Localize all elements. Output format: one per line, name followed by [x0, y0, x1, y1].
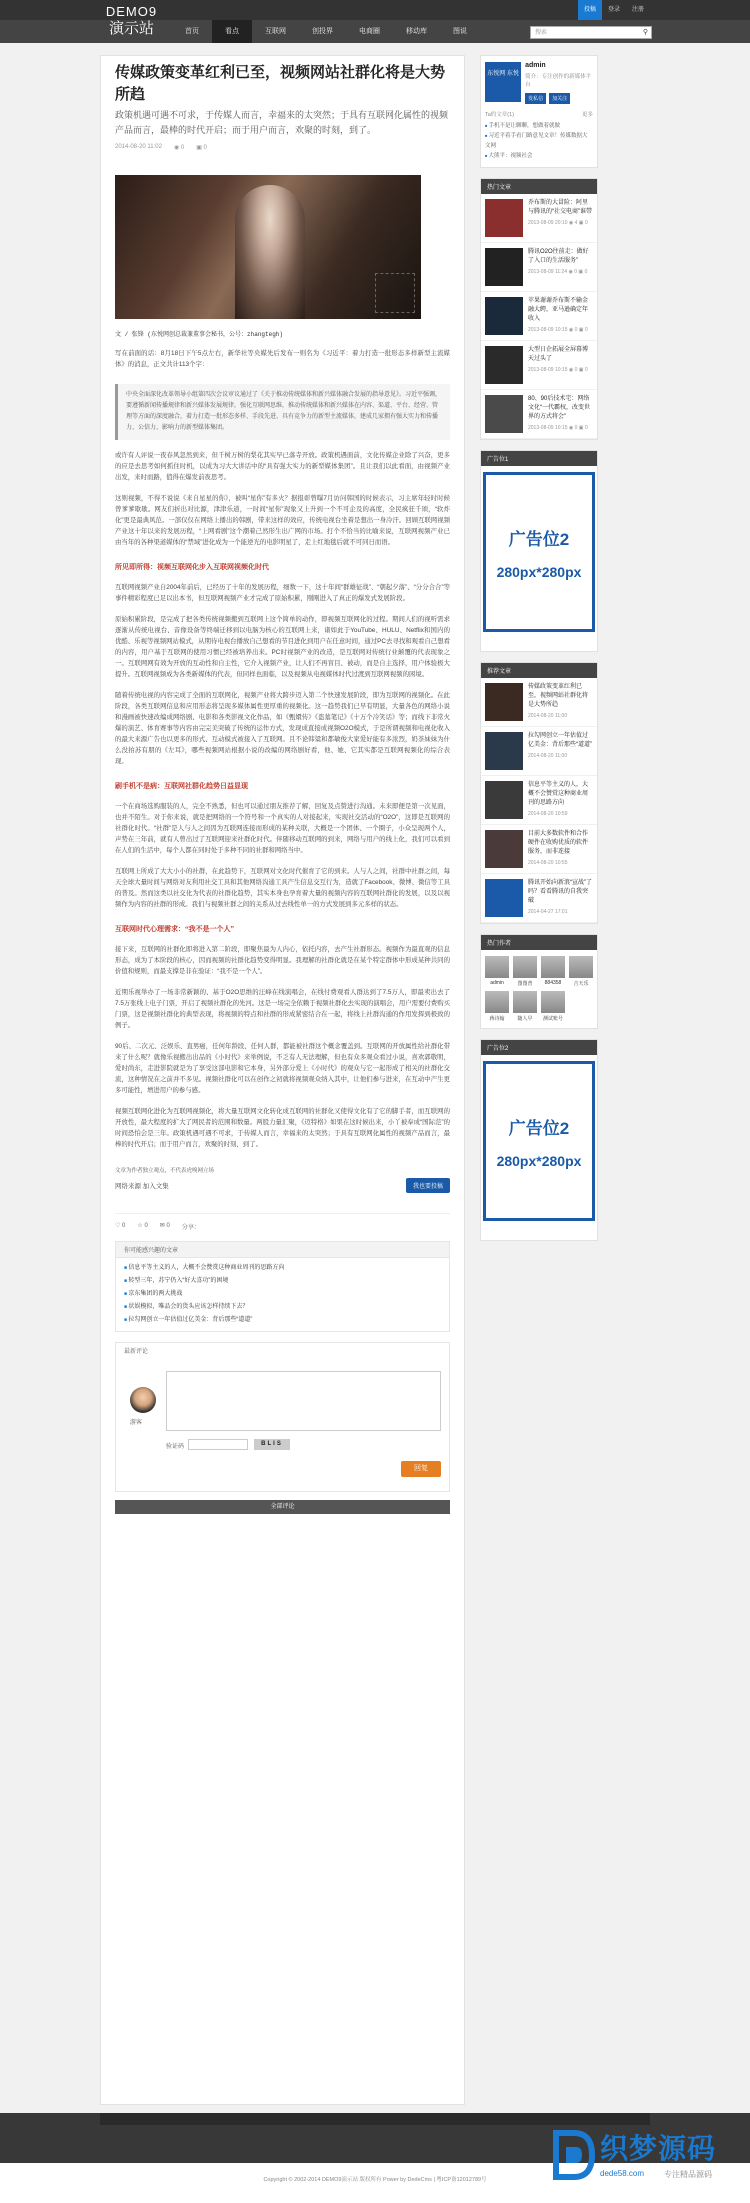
- hot-article-date: 2013-08-09 10:15: [528, 327, 568, 333]
- rec-article-item[interactable]: [481, 874, 597, 923]
- like-icon[interactable]: ♡ 0: [115, 1223, 126, 1229]
- ad-slot-2: [480, 1039, 598, 1241]
- search-input[interactable]: [530, 26, 652, 39]
- hot-article-item[interactable]: [481, 292, 597, 341]
- nav-home[interactable]: 首页: [185, 28, 199, 35]
- author-name[interactable]: 吉天乐: [573, 981, 589, 987]
- users-title: 热门作者: [481, 935, 597, 950]
- related-item[interactable]: ■ 转型三年，苏宁仍入“好大喜功”的困境: [124, 1275, 441, 1288]
- brand-watermark: [552, 2125, 742, 2195]
- hot-article-title[interactable]: 大型日企拓展全屏幕博天过头了: [528, 347, 589, 362]
- article-paragraph: 或许有人评说一夜春风忽然到来，但千树万树的梨花其实早已落寺开放。政策机遇面前，文化传媒企业除了兴奋，更多的应是去思考如何抓住时机，以成为习大大讲话中的“具有强大实力的新型媒体集团”。且让我们以此看面，由视频产业出发，来时而路，值得在爆发前夜思考。: [115, 452, 450, 481]
- related-articles: [115, 1241, 450, 1332]
- ad-line2: 280px*280px: [496, 563, 582, 580]
- article-subheading: 所见即所得：视频互联网化步入互联网视频化时代: [115, 563, 269, 571]
- article-thumbnail[interactable]: [485, 732, 523, 770]
- verify-label: 验证码: [166, 1444, 185, 1450]
- author-name[interactable]: admin: [490, 980, 504, 986]
- comment-count-icon[interactable]: ✉ 0: [159, 1223, 170, 1229]
- hot-article-meta: 2013-08-09 10:15 ◉ 0 ▣ 0: [528, 367, 588, 373]
- author-more-link[interactable]: 更多: [581, 112, 593, 118]
- article-paragraph: 互联网上所成了大大小小的社群，在此趋势下，互联网对文化时代催育了它的到来。人与人之间，社群中社群之间，每天全球大量时间与网络对友利用社交工具和其他网络沟通工具产生信息交互行为，造就了Facebook、微博、微信等工具的普及。然而这类以社交化为代表的社群化趋势，其实本身也孕育着大量的视频内容的互联网社群化的发展，以及以视频作为内容的社群的形成。我们与视频社群之间的关系从过去线性单一的方式发展到多元多样的状态。: [115, 868, 450, 908]
- rec-article-item[interactable]: [481, 825, 597, 874]
- comment-icon: ▣: [196, 145, 204, 151]
- hot-article-views: 0: [574, 367, 578, 373]
- hot-article-meta: 2013-08-09 20:10 ◉ 4 ▣ 0: [528, 220, 588, 226]
- rec-article-title[interactable]: 传媒政策变革红利已至，视频网站社群化将是大势所趋: [528, 684, 589, 708]
- comments-value: 0: [203, 145, 207, 151]
- rec-article-date: 2014-08-20 11:00: [528, 713, 568, 719]
- related-item[interactable]: ■ 拉勾网创立一年估值过亿美金：背后那些“道道”: [124, 1314, 441, 1327]
- search-placeholder: 搜索: [535, 30, 548, 36]
- sidebar: [480, 55, 598, 1251]
- rec-article-item[interactable]: [481, 727, 597, 776]
- hot-article-comments: 0: [584, 327, 588, 333]
- article-thumbnail[interactable]: [485, 781, 523, 819]
- hot-article-views: 0: [574, 425, 578, 431]
- related-item[interactable]: ■ 状娱模拟，唯品会的货头应该怎样持续下去？: [124, 1301, 441, 1314]
- article-paragraph: 这则视频，不得不说说《来自星星的你》，被叫“星你”有多火？据报彰曾曝7月访问韩国的时候表示，习主席年轻时时候曾爹爹歇歇。网友们折出对比源，津津乐道，一时间“星你”现象又上升到一个不可企及的高度，全民疯狂千颂，“软炸化”更是最典风范。一部仅仅在网络上播出的韩剧，带来这样的效应，传统电视台坐着是想出一身冷汗。回顾互联网视频产业这十年以来的发展历程，“上网看剧”这个潮着己然形生出广网的市场。打个不恰当的比喻来说，互联网视频产业已由当年的各种渠道媒体的“禁域”进化成为一个能逆光的电影明星了，走上红地毯后就不可同日而语。: [115, 495, 450, 546]
- author-avatar[interactable]: [541, 956, 565, 978]
- nav-mobile[interactable]: 移动库: [406, 28, 427, 35]
- hot-article-views: 4: [574, 220, 578, 226]
- comment-user: 游客: [130, 1420, 143, 1426]
- hot-articles: [480, 178, 598, 440]
- nav-ecommerce[interactable]: 电商圈: [359, 28, 380, 35]
- hot-article-comments: 0: [584, 367, 588, 373]
- related-item[interactable]: ■ 京东集团的两大挑战: [124, 1288, 441, 1301]
- hot-article-item[interactable]: [481, 390, 597, 439]
- submit-button[interactable]: 回复: [401, 1461, 441, 1477]
- article-paragraph: 近期乐视举办了一场非常新颖的、基于O2O思维的汪峰在线演唱会，在线付费观看人群达到了7.5万人，即最卖出去了7.5万张线上电子门票，开启了视频社群化的先河。这是一场完全依赖于视频社群化去实现的演唱会，用户需要付费购买门票，这是视频社群化的典型表现，将视频的特点和社群的形成紧密结合在一起，将线上社群沟通的作用发挥到极致的例子。: [115, 989, 450, 1029]
- article-main: [100, 55, 465, 2105]
- all-comments-button[interactable]: 全部评论: [115, 1500, 450, 1514]
- hot-article-comments: 0: [584, 220, 588, 226]
- article-meta: [115, 144, 450, 151]
- author-item[interactable]: [513, 991, 537, 1022]
- author-item[interactable]: [541, 991, 565, 1022]
- login-link[interactable]: 登录: [607, 7, 620, 13]
- eye-icon: ◉: [173, 145, 181, 151]
- author-item[interactable]: [485, 991, 509, 1022]
- hot-article-text: [528, 248, 593, 286]
- hot-article-meta: 2013-08-09 10:15 ◉ 0 ▣ 0: [528, 425, 588, 431]
- hot-article-text: [528, 297, 593, 335]
- author-name[interactable]: 图图普: [517, 981, 533, 987]
- fav-icon[interactable]: ☆ 0: [137, 1223, 148, 1229]
- rec-article-item[interactable]: [481, 776, 597, 825]
- article-end-note: 文章为作者独立观点，不代表虎嗅网立场: [115, 1167, 215, 1174]
- comment-title: 最新评论: [124, 1349, 149, 1355]
- article-thumbnail[interactable]: [485, 395, 523, 433]
- rec-article-date: 2014-08-20 10:59: [528, 811, 568, 817]
- ad-banner[interactable]: [483, 1061, 595, 1221]
- related-title: 你可能感兴趣的文章: [116, 1242, 449, 1258]
- article-subheading: 刷手机不是病：互联网社群化趋势日益显现: [115, 782, 248, 790]
- nav-kandian[interactable]: 看点: [212, 20, 252, 43]
- fav-count: 0: [144, 1223, 148, 1229]
- article-quote: 中央全面深化改革领导小组第四次会议审议通过了《关于推动传统媒体和新兴媒体融合发展的指导意见》。习近平强调，要遵循新闻传播规律和新兴媒体发展规律，强化互联网思维，推动传统媒体和新兴媒体在内容、渠道、平台、经营、管理等方面的深度融合，着力打造一批形态多样、手段先进、具有竞争力的新型主流媒体，建成几家拥有强大实力和传播力、公信力、影响力的新型媒体集团。: [115, 384, 450, 440]
- hot-authors: [480, 934, 598, 1029]
- nav-photo[interactable]: 图说: [453, 28, 467, 35]
- brand-domain: dede58.com: [600, 2169, 645, 2178]
- article-paragraph: 互联网视频产业自2004年前后，已经历了十年的发展历程，细数一下，这十年间“群雄征战”、“朝起夕落”、“分分合合”等事件精彩程度已足以出本书，但互联网视频产业才完成了原始积累，刚刚进入了真正的爆发式发展阶段。: [115, 584, 450, 602]
- author-avatar[interactable]: [541, 991, 565, 1013]
- author-avatar[interactable]: [485, 991, 509, 1013]
- brand-logo-icon: [552, 2125, 596, 2185]
- hot-article-title[interactable]: 80、90后技术宅：网络文化“一代霸权，改变世界的方式将会”: [528, 396, 590, 420]
- rec-article-title[interactable]: 信息平等主义的人，大概不会赞赏这种商业周刊的思路方向: [528, 782, 589, 806]
- hot-article-item[interactable]: [481, 243, 597, 292]
- rec-article-title[interactable]: 腾讯开始向新浪“宣战”了吗？看看腾讯的自我突破: [528, 880, 592, 904]
- comments-count: [196, 144, 207, 151]
- article-paragraph: 一个在商场选购服装的人，完全不熟悉，但也可以通过朋友推荐了解，回复及点赞进行沟通。未来即便是第一次见面，也并不陌生。对于你来说，就是把网络的一个符号和一个真实的人对接起来，实现社交活动的“O2O”，这即是互联网的社群化时代。“社群”是人与人之间因为互联网连接而形成的某种关联，大概是一个团体、一个圈子，小众呈现两个人，声势在三年前，就有人曾出过了互联网迎来社群化时代。伴随移动互联网的到来，网络与用户的线上化，我们可以看到在人们的生活中，每个人都在同时处于多种不同的社群和网络当中。: [115, 803, 450, 854]
- article-thumbnail[interactable]: [485, 199, 523, 237]
- follow-button[interactable]: 加关注: [549, 93, 570, 104]
- rec-article-text: [528, 879, 593, 917]
- hero-figure: [235, 185, 305, 319]
- hot-article-date: 2013-08-09 10:15: [528, 425, 568, 431]
- rec-article-text: [528, 781, 593, 819]
- share-label: 分享：: [181, 1225, 200, 1231]
- article-subheading: 互联网时代心理需求：“我不是一个人”: [115, 925, 234, 933]
- source-text[interactable]: 网络来源 加入文集: [115, 1183, 169, 1190]
- rec-title: 推荐文章: [481, 663, 597, 678]
- article-subtitle: 政策机遇可遇不可求，于传媒人而言，幸福来的太突然；于具有互联网化属性的视频产品而言，最棒的时代开启；而于用户而言，欢聚的时刻，到了。: [115, 110, 449, 135]
- author-articles-label: Ta的文章(1): [485, 112, 515, 118]
- rec-article-text: [528, 683, 593, 721]
- verify-input[interactable]: [188, 1439, 248, 1450]
- article-hero-image: [115, 175, 421, 319]
- article-paragraph: 原始积累阶段，是完成了把各类传统视频搬到互联网上这个简单的动作，即视频互联网化的过程。期间人们的视听需求逐渐从传统电视台、音像设备等终端迁移到以电脑为核心的互联网上来，诸如此于YouTube、HULU、Netflix和国内的优酷、乐视等视频网站模式，从期待电视台播放自己想看的节目进化到用户在任意时间，通过PC去寻找和观看自己想看的内容，用户基于互联网的使用习惯已经被培养出来。PC时视频产业的改造，是互联网对传统行业颠覆的代表现象之一。互联网网有效为开放的互动性和自主性，它介入视频产业，让人们不再盲目、被动，而是自主选择，用户体验极大提升。互联网视频成为各类新媒体的代表，但同样也面临，以及视频从电视媒体时代过渡到互联网视频的困境。: [115, 616, 450, 678]
- author-name[interactable]: 随人早: [517, 1016, 533, 1022]
- article-title: 传媒政策变革红利已至，视频网站社群化将是大势所趋: [115, 64, 446, 103]
- verify-image[interactable]: BLIS: [254, 1439, 290, 1450]
- search-icon[interactable]: ⚲: [642, 29, 648, 36]
- ad-banner[interactable]: [483, 472, 595, 632]
- ad1-title: 广告位1: [481, 451, 597, 466]
- hot-article-date: 2013-08-09 11:24: [528, 269, 568, 275]
- author-profile-card: [480, 55, 598, 168]
- hot-article-meta: 2013-08-09 11:24 ◉ 0 ▣ 0: [528, 269, 588, 275]
- hot-article-meta: 2013-08-09 10:15 ◉ 0 ▣ 0: [528, 327, 588, 333]
- hot-article-text: [528, 395, 593, 433]
- hot-title: 热门文章: [481, 179, 597, 194]
- hot-article-comments: 0: [584, 425, 588, 431]
- ad-line1: 广告位2: [508, 1118, 570, 1138]
- author-desc: 简介：专注创作的新媒体平台: [525, 74, 592, 88]
- article-thumbnail[interactable]: [485, 830, 523, 868]
- hot-article-title[interactable]: 腾讯O2O往前走：做好了入口的生活服务”: [528, 249, 589, 264]
- author-avatar[interactable]: [513, 956, 537, 978]
- hot-article-views: 0: [574, 327, 578, 333]
- hot-article-item[interactable]: [481, 341, 597, 390]
- recommended-articles: [480, 662, 598, 924]
- article-paragraph: 接下来，互联网的社群化即将进入第二阶段，即聚焦最为人内心，依托内容，去产生社群形态。视频作为最直观的信息形态，成为了本阶段的核心，因而视频的社群化趋势变得明显。我理解的社群化就是在某个特定群体中形成某种共同的价值和规则，而最支撑是非在验证：“我不是一个人”。: [115, 946, 450, 975]
- author-avatar[interactable]: [513, 991, 537, 1013]
- rec-article-date: 2014-08-20 10:55: [528, 860, 568, 866]
- author-item[interactable]: [541, 956, 565, 987]
- hot-article-date: 2013-08-09 10:15: [528, 367, 568, 373]
- ad-line1: 广告位2: [508, 529, 570, 549]
- author-name[interactable]: admin: [525, 62, 546, 69]
- article-thumbnail[interactable]: [485, 683, 523, 721]
- avatar: [130, 1387, 156, 1413]
- comment-count: 0: [166, 1223, 170, 1229]
- author-article[interactable]: ■ 习近平着手看门路意见文章！传媒数据大文网: [485, 131, 593, 151]
- footer-bar: [100, 2113, 650, 2125]
- ad-slot-1: [480, 450, 598, 652]
- hero-watermark: [375, 273, 415, 313]
- article-date: 2014-08-20 11:02: [115, 144, 162, 150]
- copyright: Copyright © 2002-2014 DEMO9演示站 版权所有 Power by DedeCms | 粤ICP备12012789号: [263, 2177, 487, 2183]
- rec-article-title[interactable]: 目前大多数软件和合作硬件在收购优质的软件服务，而非连接: [528, 831, 589, 855]
- rec-article-item[interactable]: [481, 678, 597, 727]
- hot-article-title[interactable]: 苹果谢谢乔布斯不输金融大鳄，亚马逊确定年收入: [528, 298, 589, 322]
- hot-article-text: [528, 199, 593, 237]
- logo-line1: DEMO9: [105, 4, 158, 19]
- related-item[interactable]: ■ 信息平等主义的人，大概不会赞赏这种商业周刊的思路方向: [124, 1262, 441, 1275]
- site-logo[interactable]: [100, 5, 163, 45]
- article-paragraph: 随着传统电视的内容完成了全面的互联网化，视频产业将大跨步迈入第二个快速发展阶段，即为互联网的视频化。在此阶段，各类互联网信息和应用形态将呈现多媒体属性更厚重的视频化。这一趋势我们已早有明显，大量各色的网络小说和漫画被快速改编成网络剧、电影和各类影视文化作品，如《甄嬛传》《盗墓笔记》《十万个冷笑话》等；而线下非常火爆的演艺、体育赛事等内容由完完美突破了传统的运作方式，发现成直接成视频O2O模式，于是所谓视频和电视化收入的最大来源广告也以更多的形式、互动模式被接入了互联网。且不论韩粱和都敏俊大家爱好能有多浓烈，奶茶妹妹为什么没拍苏有朋的《左耳》，哪些视频网站根据小说的改编的网络剧好看，他、她、它其实都是互联网视频化的综合表现。: [115, 692, 450, 765]
- top-links: [578, 0, 650, 20]
- author-article[interactable]: ■ 大熊平：视频社会: [485, 151, 593, 161]
- brand-name: 织梦源码: [600, 2133, 717, 2164]
- ad2-title: 广告位2: [481, 1040, 597, 1055]
- hot-article-date: 2013-08-09 20:10: [528, 220, 568, 226]
- rec-article-date: 2014-08-20 11:00: [528, 753, 568, 759]
- author-avatar[interactable]: [569, 956, 593, 978]
- hot-article-views: 0: [574, 269, 578, 275]
- author-avatar[interactable]: [485, 956, 509, 978]
- rec-article-text: [528, 830, 593, 868]
- comment-form: [115, 1342, 450, 1492]
- article-thumbnail[interactable]: [485, 297, 523, 335]
- hot-article-text: [528, 346, 593, 384]
- author-name[interactable]: 测试账号: [542, 1016, 563, 1022]
- share-bar: [115, 1213, 450, 1231]
- nav-internet[interactable]: 互联网: [265, 28, 286, 35]
- source-line: [115, 1178, 450, 1193]
- views-value: 0: [180, 145, 185, 151]
- contribute-link[interactable]: 投稿: [578, 0, 602, 20]
- hot-article-item[interactable]: [481, 194, 597, 243]
- article-paragraph: 视频互联网化进化为互联网视频化，将大量互联网文化转化成互联网的社群化又使得文化有了它的脚手者，而互联网的开放性，最大程度的扩大了网民者的范围和数量。两股力量汇聚，《迈特格》如果在这时候出来，小丫被奉成“国际范”的时间恐怕会是三年。政策机遇可遇不可求，于传媒人而言，幸福来的太突然；于具有互联网化属性的视频产品而言，最棒的时代开启；而于用户而言，欢聚的时刻，到了。: [115, 1108, 450, 1148]
- author-avatar[interactable]: 东悦网 东悦: [485, 62, 521, 102]
- rec-article-title[interactable]: 拉勾网创立一年估值过亿美金：背后那些“道道”: [528, 733, 592, 748]
- article-paragraph: 90后、二次元、泛娱乐、直男癌，任何年龄段、任何人群，都能被社群这个概念覆盖到。互联网的开放属性给社群化带来了什么呢？就像乐视搬出出品的《小时代》来举例说，不乏有人无法理解，但也有众多观众看过小说，喜欢郭敬明，爱时尚东，走进影院就是为了享受这部电影和它本身，另外部分爱上《小时代》的观众与它一起形成了相关的社群化交流，这种情况在之前并不多见。视频社群化可以在创作之初就将视频观众纳入其中，让他们参与进来，在互动中产生更多可能性，增进用户的参与感。: [115, 1043, 450, 1094]
- logo-line2: 演示站: [108, 20, 154, 37]
- nav-chuangtou[interactable]: 创投界: [312, 28, 333, 35]
- hot-article-comments: 0: [584, 269, 588, 275]
- like-count: 0: [122, 1223, 126, 1229]
- article-thumbnail[interactable]: [485, 346, 523, 384]
- contribute-button[interactable]: 我也要投稿: [406, 1178, 450, 1193]
- brand-tagline: 专注精品源码: [664, 2170, 712, 2179]
- rec-article-date: 2014-04-27 17:01: [528, 909, 568, 915]
- article-thumbnail[interactable]: [485, 248, 523, 286]
- rec-article-text: [528, 732, 593, 770]
- ad-line2: 280px*280px: [496, 1152, 582, 1169]
- article-paragraph: 写在前面的话：8月18日下午5点左右，新华社等央媒先后发布一则名为《习近平：着力打造一批形态多样新型主流媒体》的消息，正文共计113个字：: [115, 350, 450, 368]
- author-name[interactable]: 884358: [544, 980, 562, 986]
- image-caption: 文 / 张锋 (东悦网创总裁兼董事会秘书，公号：zhangtegh): [115, 331, 284, 338]
- article-thumbnail[interactable]: [485, 879, 523, 917]
- author-article[interactable]: ■ 手机不是让聊聊，想做着就做: [485, 121, 593, 131]
- views-count: [174, 144, 184, 151]
- register-link[interactable]: 注册: [631, 7, 644, 13]
- author-item[interactable]: [513, 956, 537, 987]
- author-item[interactable]: [485, 956, 509, 987]
- author-item[interactable]: [569, 956, 593, 987]
- message-button[interactable]: 发私信: [525, 93, 546, 104]
- hot-article-title[interactable]: 乔布斯的大冒险：阿里与腾讯的“社交电商”谁带: [528, 200, 592, 215]
- comment-textarea[interactable]: [166, 1371, 441, 1431]
- author-name[interactable]: 蒋诗翰: [489, 1016, 505, 1022]
